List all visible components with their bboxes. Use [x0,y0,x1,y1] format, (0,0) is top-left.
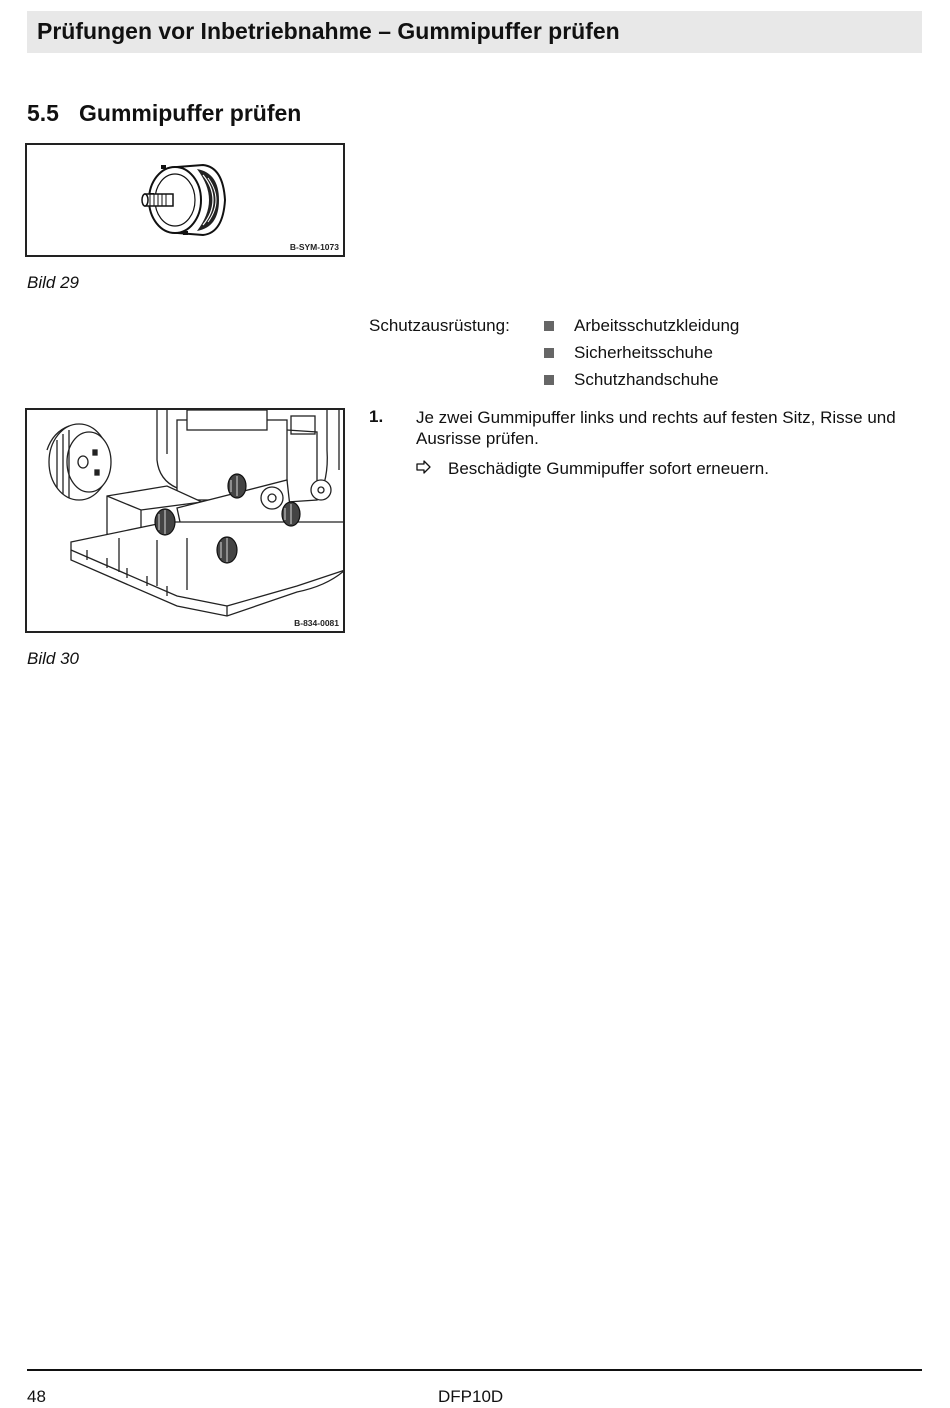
result-arrow-icon [416,460,432,474]
section-heading [27,100,301,127]
document-code: DFP10D [438,1387,504,1406]
list-item: Schutzhandschuhe [544,370,739,397]
figure-caption: Bild 29 [27,273,79,292]
step-text: Je zwei Gummipuffer links und rechts auf festen Sitz, Risse und Ausrisse prüfen. [416,408,896,448]
figure-29-rubber-buffer-symbol [25,143,345,257]
square-bullet-icon [544,348,554,358]
list-item: Sicherheitsschuhe [544,343,739,370]
section-number: 5.5 [27,100,59,126]
header-bar [27,11,922,53]
step-result-text: Beschädigte Gummipuffer sofort erneuern. [448,459,769,478]
figure-code: B-834-0081 [294,618,339,628]
list-item: Arbeitsschutzkleidung [544,316,739,343]
square-bullet-icon [544,375,554,385]
page-number: 48 [27,1387,46,1406]
figure-code: B-SYM-1073 [289,242,339,252]
ppe-label: Schutzausrüstung: [369,316,510,335]
page-header-title: Prüfungen vor Inbetriebnahme – Gummipuffer prüfen [37,18,620,44]
rubber-buffer-symbol-illustration [27,145,343,255]
plate-compactor-illustration [27,410,343,631]
figure-caption: Bild 30 [27,649,79,668]
step-number: 1. [369,407,384,426]
square-bullet-icon [544,321,554,331]
ppe-list [544,316,739,397]
figure-30-plate-compactor [25,408,345,633]
footer-divider [27,1369,922,1371]
section-title: Gummipuffer prüfen [79,100,302,126]
